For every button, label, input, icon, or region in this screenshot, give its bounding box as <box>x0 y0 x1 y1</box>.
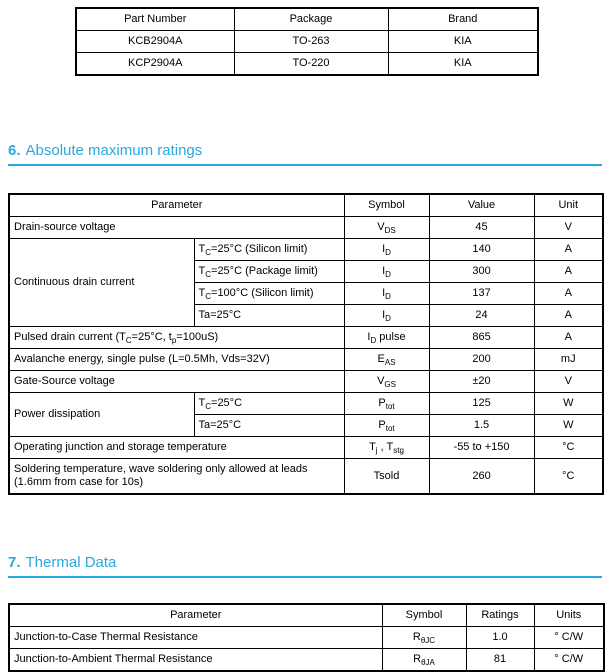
value-cell: -55 to +150 <box>429 437 534 459</box>
parameter-cell: Soldering temperature, wave soldering only allowed at leads (1.6mm from case for 10s) <box>9 459 344 495</box>
part-number-cell: KCP2904A <box>76 53 234 76</box>
unit-cell: W <box>534 415 603 437</box>
condition-cell: $T_C=100^\circ C$ (Silicon limit) <box>194 283 344 305</box>
value-cell: 140 <box>429 239 534 261</box>
section-title: Absolute maximum ratings <box>25 142 203 159</box>
thermal-data-table <box>8 603 605 672</box>
table-row <box>76 53 538 76</box>
condition-cell: $T_C=25^\circ C$ <box>194 393 344 415</box>
section-6-heading <box>8 142 602 166</box>
table-row <box>9 327 603 349</box>
symbol-cell: $I_D$ pulse <box>344 327 429 349</box>
symbol-cell: $I_D$ <box>344 305 429 327</box>
symbol-cell: $I_D$ <box>344 261 429 283</box>
symbol-cell: $V_{DS}$ <box>344 217 429 239</box>
unit-cell: mJ <box>534 349 603 371</box>
symbol-cell: $R_{\theta JA}$ <box>382 649 466 672</box>
table-row <box>9 239 603 261</box>
symbol-cell: Tsold <box>344 459 429 495</box>
parameter-cell: Operating junction and storage temperature <box>9 437 344 459</box>
section-number: 6. <box>8 142 21 159</box>
value-cell: 200 <box>429 349 534 371</box>
parameter-cell: Gate-Source voltage <box>9 371 344 393</box>
parts-table <box>75 7 539 76</box>
parameter-group-cell: Power dissipation <box>9 393 194 437</box>
abs-header-value: Value <box>429 194 534 217</box>
table-row <box>76 31 538 53</box>
table-row <box>9 217 603 239</box>
table-row <box>9 649 604 672</box>
table-row <box>9 393 603 415</box>
section-number: 7. <box>8 554 21 571</box>
table-row <box>9 349 603 371</box>
unit-cell: V <box>534 217 603 239</box>
value-cell: 45 <box>429 217 534 239</box>
unit-cell: °C <box>534 437 603 459</box>
unit-cell: A <box>534 239 603 261</box>
units-cell: ° C/W <box>534 649 604 672</box>
section-7-heading <box>8 554 602 578</box>
unit-cell: A <box>534 305 603 327</box>
thermal-header-ratings: Ratings <box>466 604 534 627</box>
thermal-header-units: Units <box>534 604 604 627</box>
unit-cell: A <box>534 261 603 283</box>
value-cell: 260 <box>429 459 534 495</box>
value-cell: ±20 <box>429 371 534 393</box>
symbol-cell: $V_{GS}$ <box>344 371 429 393</box>
table-row <box>9 371 603 393</box>
condition-cell: $T_C=25^\circ C$ (Package limit) <box>194 261 344 283</box>
symbol-cell: $E_{AS}$ <box>344 349 429 371</box>
thermal-table-header-row <box>9 604 604 627</box>
value-cell: 137 <box>429 283 534 305</box>
units-cell: ° C/W <box>534 627 604 649</box>
table-row <box>9 627 604 649</box>
parameter-cell: Junction-to-Case Thermal Resistance <box>9 627 382 649</box>
symbol-cell: $T_j$ , $T_{stg}$ <box>344 437 429 459</box>
unit-cell: W <box>534 393 603 415</box>
package-cell: TO-220 <box>234 53 388 76</box>
symbol-cell: $I_D$ <box>344 283 429 305</box>
condition-cell: Ta=25°C <box>194 415 344 437</box>
brand-cell: KIA <box>388 53 538 76</box>
condition-cell: Ta=25°C <box>194 305 344 327</box>
brand-cell: KIA <box>388 31 538 53</box>
thermal-header-parameter: Parameter <box>9 604 382 627</box>
parts-header-package: Package <box>234 8 388 31</box>
table-row <box>9 459 603 495</box>
ratings-cell: 81 <box>466 649 534 672</box>
value-cell: 1.5 <box>429 415 534 437</box>
thermal-header-symbol: Symbol <box>382 604 466 627</box>
parts-header-brand: Brand <box>388 8 538 31</box>
symbol-cell: $R_{\theta JC}$ <box>382 627 466 649</box>
value-cell: 24 <box>429 305 534 327</box>
section-title: Thermal Data <box>25 554 117 571</box>
abs-header-parameter: Parameter <box>9 194 344 217</box>
symbol-cell: $I_D$ <box>344 239 429 261</box>
parameter-cell: Avalanche energy, single pulse (L=0.5Mh, Vds=32V) <box>9 349 344 371</box>
parameter-cell: Junction-to-Ambient Thermal Resistance <box>9 649 382 672</box>
table-row <box>9 437 603 459</box>
condition-cell: $T_C=25^\circ C$ (Silicon limit) <box>194 239 344 261</box>
package-cell: TO-263 <box>234 31 388 53</box>
unit-cell: V <box>534 371 603 393</box>
parts-header-part-number: Part Number <box>76 8 234 31</box>
symbol-cell: $P_{tot}$ <box>344 393 429 415</box>
abs-header-unit: Unit <box>534 194 603 217</box>
part-number-cell: KCB2904A <box>76 31 234 53</box>
value-cell: 125 <box>429 393 534 415</box>
parameter-group-cell: Continuous drain current <box>9 239 194 327</box>
value-cell: 865 <box>429 327 534 349</box>
parameter-cell: Drain-source voltage <box>9 217 344 239</box>
unit-cell: °C <box>534 459 603 495</box>
unit-cell: A <box>534 327 603 349</box>
ratings-cell: 1.0 <box>466 627 534 649</box>
parameter-cell: Pulsed drain current ($T_C=25^\circ C$, $t_p=100uS$) <box>9 327 344 349</box>
symbol-cell: $P_{tot}$ <box>344 415 429 437</box>
abs-header-symbol: Symbol <box>344 194 429 217</box>
value-cell: 300 <box>429 261 534 283</box>
parts-table-header-row <box>76 8 538 31</box>
abs-table-header-row <box>9 194 603 217</box>
abs-max-ratings-table <box>8 193 604 495</box>
unit-cell: A <box>534 283 603 305</box>
